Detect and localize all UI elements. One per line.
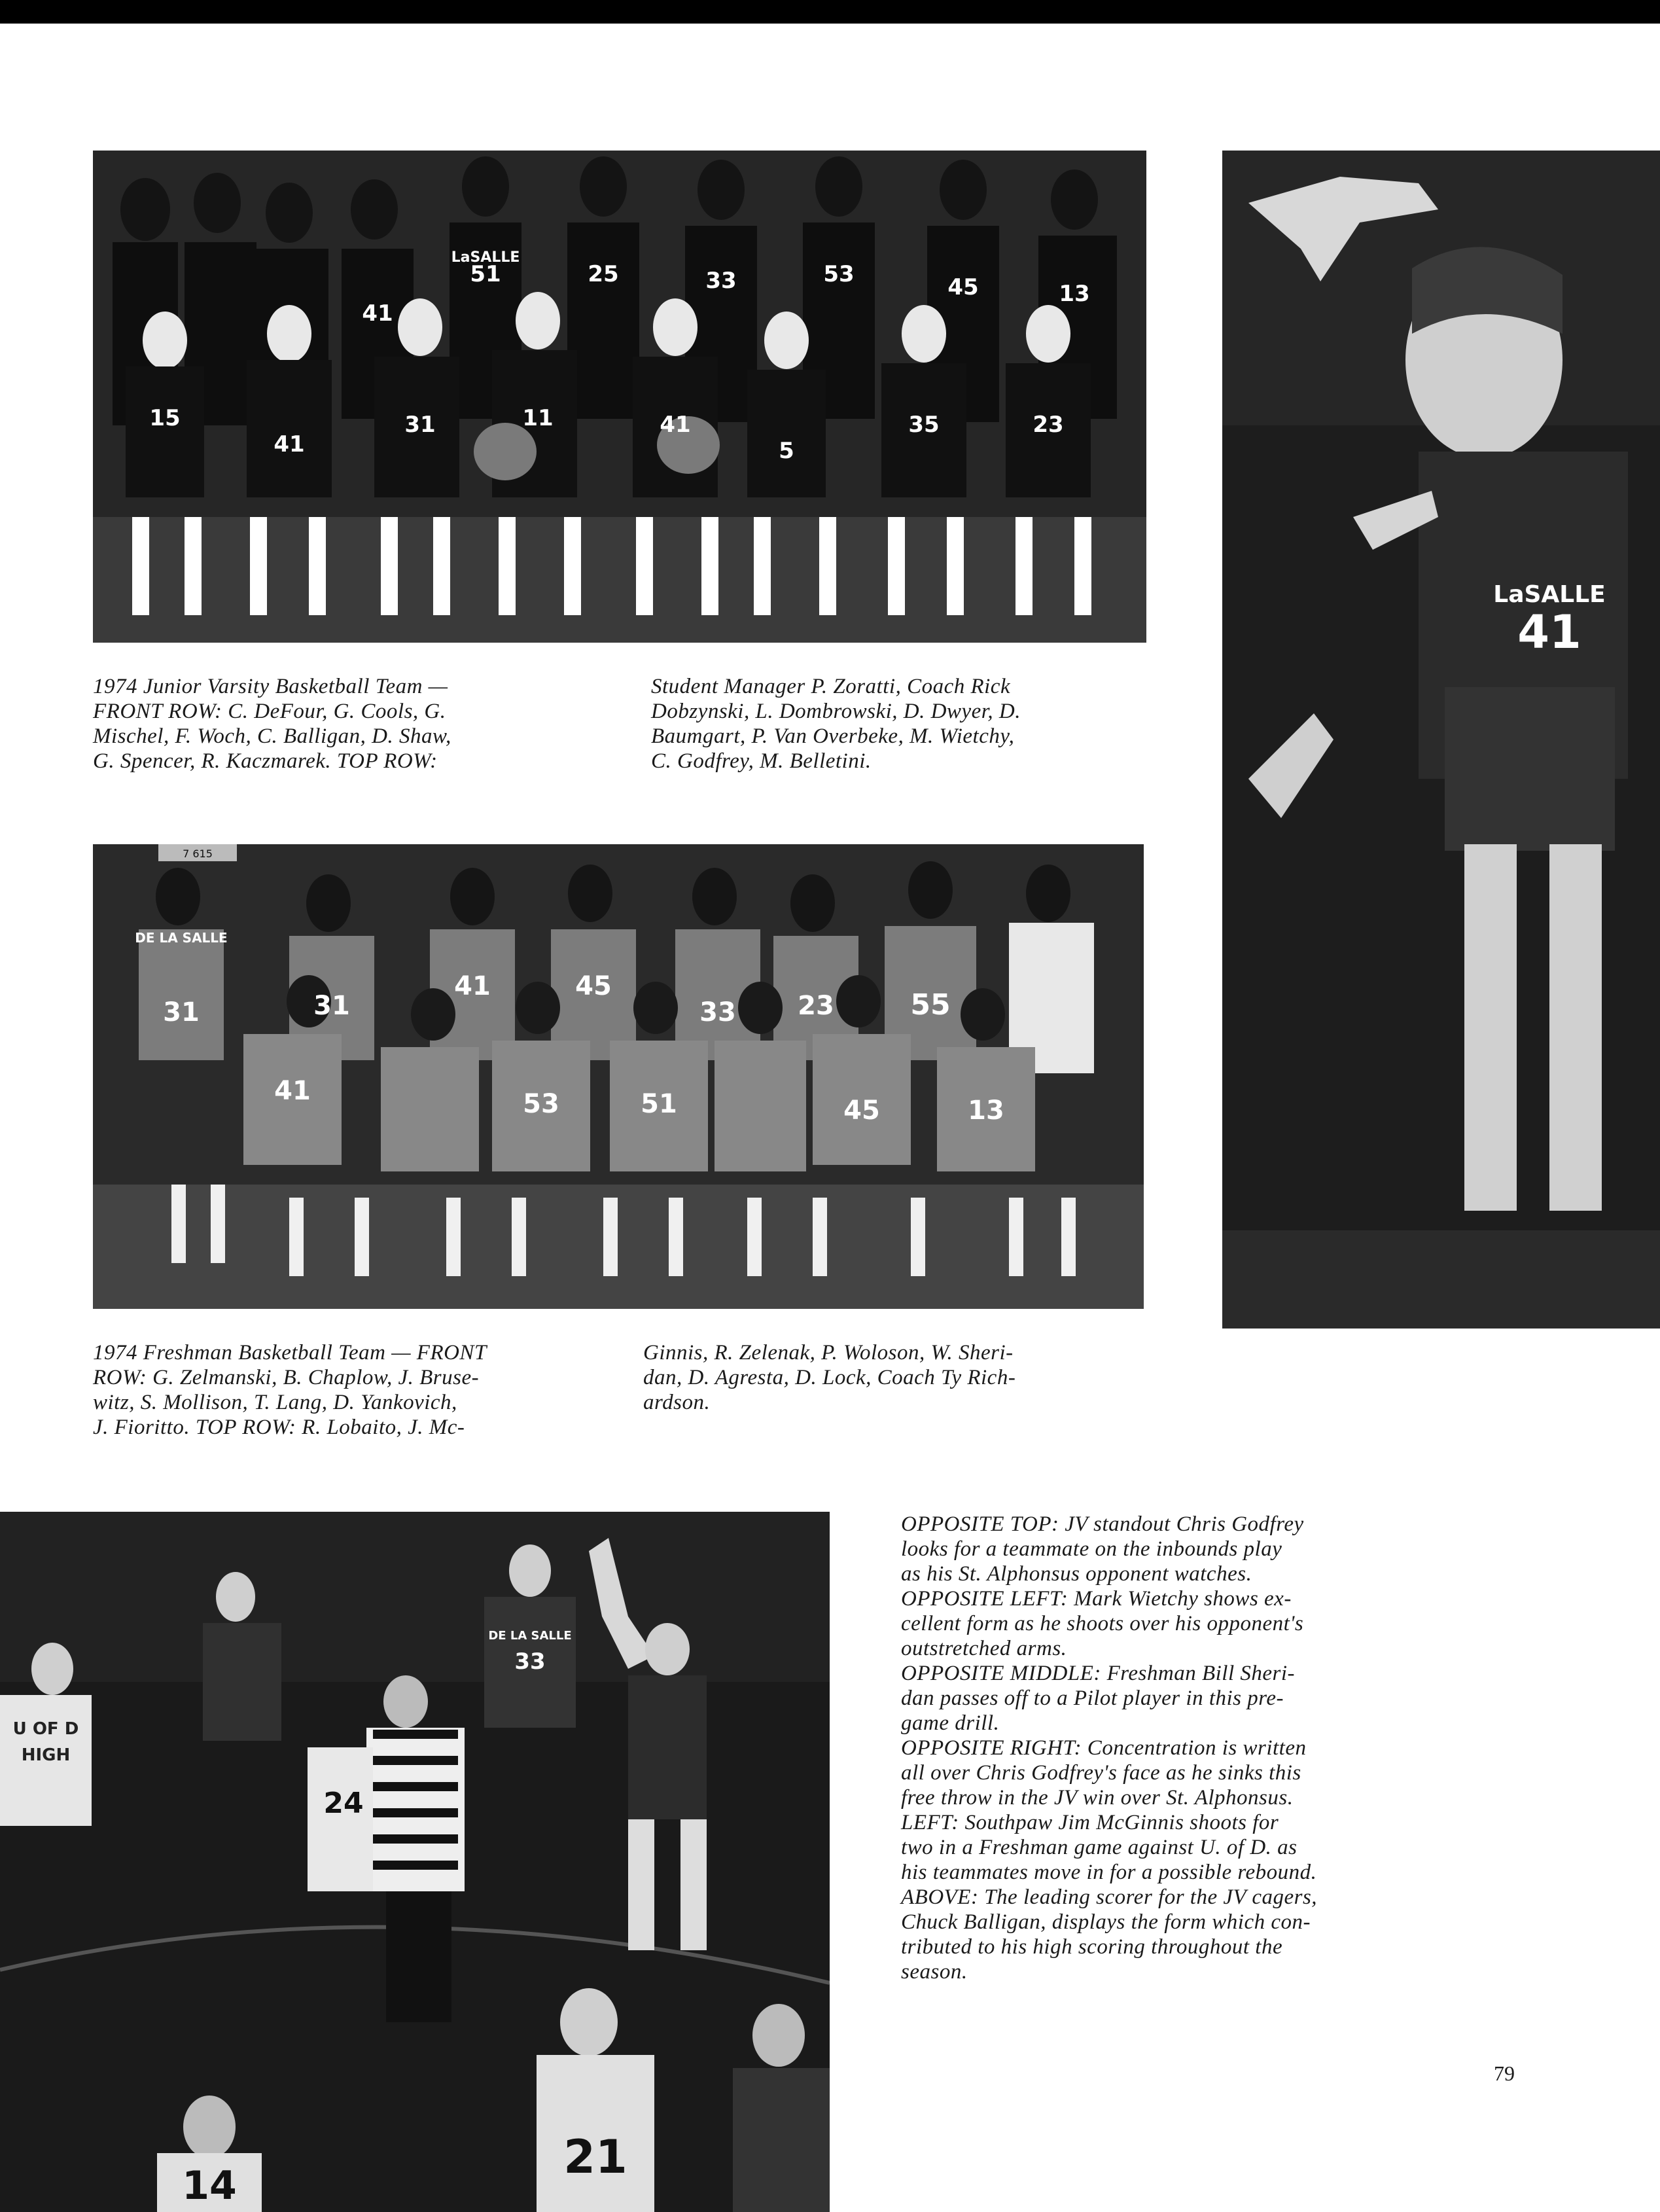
- jersey-number: 35: [908, 412, 940, 438]
- caption-line: season.: [901, 1960, 968, 1984]
- caption-line: his teammates move in for a possible rebound.: [901, 1861, 1317, 1884]
- caption-line: as his St. Alphonsus opponent watches.: [901, 1562, 1252, 1586]
- caption-line: G. Spencer, R. Kaczmarek. TOP ROW:: [93, 749, 438, 773]
- freshman-caption-right: [643, 1340, 1140, 1415]
- jersey-number: 31: [313, 991, 350, 1021]
- caption-line: Baumgart, P. Van Overbeke, M. Wietchy,: [651, 724, 1015, 748]
- caption-line: Chuck Balligan, displays the form which con-: [901, 1910, 1311, 1934]
- jersey-number: 45: [843, 1096, 880, 1126]
- jersey-number: 31: [404, 412, 436, 438]
- jersey-label-lasalle: LaSALLE: [1493, 581, 1606, 608]
- caption-line: dan, D. Agresta, D. Lock, Coach Ty Rich-: [643, 1366, 1016, 1389]
- caption-line: ABOVE: The leading scorer for the JV cagers,: [901, 1885, 1318, 1909]
- jersey-number: 41: [362, 300, 393, 327]
- jersey-number: 31: [163, 997, 200, 1027]
- caption-line: OPPOSITE RIGHT: Concentration is written: [901, 1736, 1307, 1760]
- jersey-number: 13: [1059, 281, 1090, 307]
- jersey-number: 14: [182, 2163, 237, 2209]
- caption-line: LEFT: Southpaw Jim McGinnis shoots for: [901, 1811, 1279, 1834]
- caption-line: OPPOSITE LEFT: Mark Wietchy shows ex-: [901, 1587, 1292, 1611]
- jv-free-throw-photo: [1222, 151, 1660, 1329]
- scan-top-border: [0, 0, 1660, 24]
- jersey-number: 23: [798, 991, 834, 1021]
- jersey-label-delasalle: DE LA SALLE: [135, 930, 228, 946]
- caption-line: OPPOSITE TOP: JV standout Chris Godfrey: [901, 1512, 1304, 1536]
- caption-line: OPPOSITE MIDDLE: Freshman Bill Sheri-: [901, 1662, 1296, 1685]
- jersey-number: 51: [641, 1089, 677, 1119]
- photo-captions-block: [901, 1512, 1428, 1984]
- caption-line: outstretched arms.: [901, 1637, 1067, 1660]
- caption-line: Ginnis, R. Zelenak, P. Woloson, W. Sheri-: [643, 1341, 1014, 1365]
- scoreboard-label: 7 615: [183, 847, 213, 860]
- jersey-number: 13: [968, 1096, 1004, 1126]
- jersey-number: 51: [470, 261, 501, 287]
- caption-line: ardson.: [643, 1391, 711, 1414]
- jersey-label-uofd: U OF D: [12, 1719, 79, 1739]
- jersey-number: 11: [522, 405, 554, 431]
- freshman-game-action-photo: [0, 1512, 830, 2212]
- jv-caption-right: [651, 674, 1148, 774]
- caption-line: C. Godfrey, M. Belletini.: [651, 749, 872, 773]
- jersey-number: 55: [910, 988, 951, 1022]
- caption-line: J. Fioritto. TOP ROW: R. Lobaito, J. Mc-: [93, 1416, 465, 1439]
- jersey-number: 41: [274, 1076, 311, 1106]
- caption-line: witz, S. Mollison, T. Lang, D. Yankovich,: [93, 1391, 457, 1414]
- jersey-label-delasalle: DE LA SALLE: [488, 1629, 572, 1643]
- jersey-label-high: HIGH: [21, 1745, 71, 1765]
- jersey-label-lasalle: LaSALLE: [451, 249, 520, 266]
- jv-caption-left: [93, 674, 590, 774]
- jersey-number: 24: [323, 1787, 364, 1820]
- caption-line: cellent form as he shoots over his opponent's: [901, 1612, 1304, 1635]
- jersey-number: 15: [149, 405, 181, 431]
- jersey-number: 33: [699, 997, 736, 1027]
- jersey-number: 45: [947, 274, 979, 300]
- jersey-number: 41: [660, 412, 691, 438]
- caption-line: ROW: G. Zelmanski, B. Chaplow, J. Bruse-: [93, 1366, 480, 1389]
- freshman-caption-left: [93, 1340, 590, 1440]
- caption-line: FRONT ROW: C. DeFour, G. Cools, G.: [93, 700, 446, 723]
- caption-line: Mischel, F. Woch, C. Balligan, D. Shaw,: [93, 724, 451, 748]
- jersey-number: 41: [1517, 605, 1581, 659]
- caption-line: two in a Freshman game against U. of D. as: [901, 1836, 1298, 1859]
- jersey-number: 33: [705, 268, 737, 294]
- jersey-number: 33: [514, 1649, 546, 1675]
- jersey-number: 23: [1033, 412, 1064, 438]
- jersey-number: 53: [523, 1089, 559, 1119]
- page-number: 79: [1494, 2061, 1515, 2085]
- caption-line: tributed to his high scoring throughout the: [901, 1935, 1283, 1959]
- jersey-number: 21: [563, 2130, 627, 2184]
- freshman-team-photo: [93, 844, 1144, 1309]
- caption-line: dan passes off to a Pilot player in this pre-: [901, 1686, 1284, 1710]
- jersey-number: 53: [823, 261, 855, 287]
- caption-line: looks for a teammate on the inbounds play: [901, 1537, 1282, 1561]
- jersey-number: 41: [454, 971, 491, 1001]
- caption-line: Student Manager P. Zoratti, Coach Rick: [651, 675, 1011, 698]
- caption-line: Dobzynski, L. Dombrowski, D. Dwyer, D.: [651, 700, 1021, 723]
- jersey-number: 41: [274, 431, 305, 457]
- caption-line: 1974 Freshman Basketball Team — FRONT: [93, 1341, 487, 1365]
- jersey-number: 45: [575, 971, 612, 1001]
- jv-team-photo: [93, 151, 1146, 643]
- caption-line: all over Chris Godfrey's face as he sinks this: [901, 1761, 1301, 1785]
- caption-line: game drill.: [901, 1711, 1000, 1735]
- jersey-number: 5: [779, 438, 794, 464]
- caption-line: 1974 Junior Varsity Basketball Team —: [93, 675, 448, 698]
- caption-line: free throw in the JV win over St. Alphonsus.: [901, 1786, 1294, 1810]
- jersey-number: 25: [588, 261, 619, 287]
